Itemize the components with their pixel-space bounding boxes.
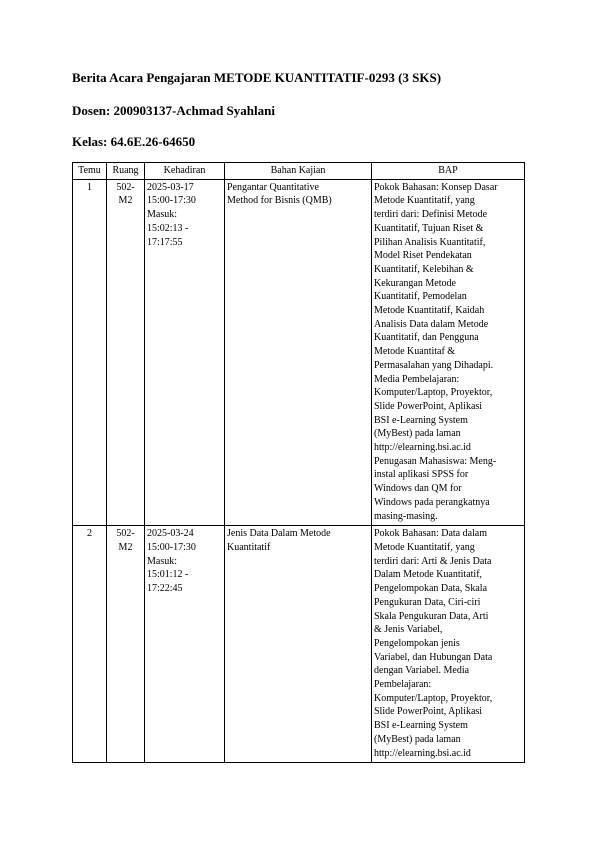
cell-ruang: 502- M2 xyxy=(107,179,145,526)
cell-bahan-kajian: Jenis Data Dalam Metode Kuantitatif xyxy=(225,526,372,763)
cell-ruang: 502- M2 xyxy=(107,526,145,763)
table-row xyxy=(73,179,525,526)
table-row xyxy=(73,526,525,763)
class-line: Kelas: 64.6E.26-64650 xyxy=(72,134,196,149)
cell-bap: Pokok Bahasan: Data dalam Metode Kuantitatif, yang terdiri dari: Arti & Jenis Data Dalam Metode Kuantitatif, Pengelompokan Data, Skala Pengukuran Data, Ciri-ciri Skala Pengukuran Data, Arti & Jenis Variabel, Pengelompokan jenis Variabel, dan Hubungan Data dengan Variabel. Media Pembelajaran: Komputer/Laptop, Proyektor, Slide PowerPoint, Aplikasi BSI e-Learning System (MyBest) pada laman http://elearning.bsi.ac.id xyxy=(372,526,525,763)
bap-table xyxy=(72,162,525,763)
header-temu: Temu xyxy=(73,163,107,180)
cell-temu: 2 xyxy=(73,526,107,763)
document-title: Berita Acara Pengajaran METODE KUANTITATIF-0293 (3 SKS) xyxy=(72,70,442,85)
header-kehadiran: Kehadiran xyxy=(145,163,225,180)
cell-bahan-kajian: Pengantar Quantitative Method for Bisnis (QMB) xyxy=(225,179,372,526)
header-bahan-kajian: Bahan Kajian xyxy=(225,163,372,180)
lecturer-line: Dosen: 200903137-Achmad Syahlani xyxy=(72,103,275,118)
header-bap: BAP xyxy=(372,163,525,180)
cell-kehadiran: 2025-03-17 15:00-17:30 Masuk: 15:02:13 - 17:17:55 xyxy=(145,179,225,526)
cell-bap: Pokok Bahasan: Konsep Dasar Metode Kuantitatif, yang terdiri dari: Definisi Metode Kuantitatif, Tujuan Riset & Pilihan Analisis Kuantitatif, Model Riset Pendekatan Kuantitatif, Kelebihan & Kekurangan Metode Kuantitatif, Pemodelan Metode Kuantitatif, Kaidah Analisis Data dalam Metode Kuantitatif, dan Pengguna Metode Kuantitaf & Permasalahan yang Dihadapi. Media Pembelajaran: Komputer/Laptop, Proyektor, Slide PowerPoint, Aplikasi BSI e-Learning System (MyBest) pada laman http://elearning.bsi.ac.id Penugasan Mahasiswa: Meng- instal aplikasi SPSS for Windows dan QM for Windows pada perangkatnya masing-masing. xyxy=(372,179,525,526)
header-ruang: Ruang xyxy=(107,163,145,180)
table-header-row xyxy=(73,163,525,180)
cell-temu: 1 xyxy=(73,179,107,526)
cell-kehadiran: 2025-03-24 15:00-17:30 Masuk: 15:01:12 - 17:22:45 xyxy=(145,526,225,763)
